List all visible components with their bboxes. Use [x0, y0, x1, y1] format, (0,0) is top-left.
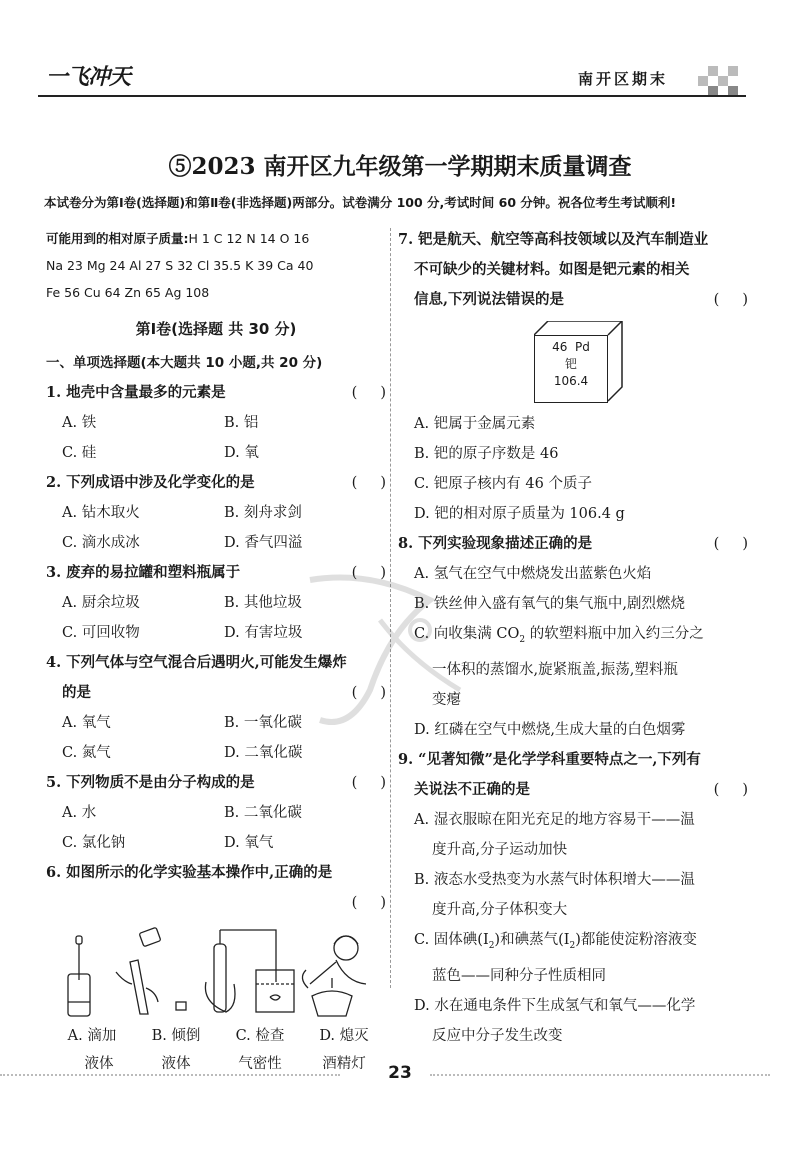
- lab-operations-drawing: [46, 922, 386, 1022]
- question-7-option-b: B. 钯的原子序数是 46: [414, 446, 559, 462]
- question-8-option-b: B. 铁丝伸入盛有氧气的集气瓶中,剧烈燃烧: [414, 596, 685, 612]
- atomic-masses-label: 可能用到的相对原子质量:: [46, 231, 189, 246]
- element-name: 钯: [564, 357, 577, 371]
- question-4: 4. 下列气体与空气混合后遇明火,可能发生爆炸: [46, 654, 347, 671]
- answer-blank: ( ): [713, 292, 748, 308]
- question-2: 2. 下列成语中涉及化学变化的是 ( ): [46, 468, 386, 498]
- question-3-options: A. 厨余垃圾 B. 其他垃圾 C. 可回收物 D. 有害垃圾: [62, 595, 303, 641]
- element-symbol: Pd: [575, 340, 590, 354]
- question-8-option-a: A. 氢气在空气中燃烧发出蓝紫色火焰: [414, 566, 652, 582]
- question-9: 9. “见著知微”是化学学科重要特点之一,下列有: [398, 750, 701, 768]
- atomic-mass: 106.4: [553, 374, 589, 388]
- question-1-options: A. 铁 B. 铝 C. 硅 D. 氧: [62, 415, 259, 461]
- header-rule: [38, 95, 746, 97]
- question-9-option-d: D. 水在通电条件下生成氢气和氧气——化学: [414, 997, 696, 1014]
- question-6: 6. 如图所示的化学实验基本操作中,正确的是: [46, 864, 333, 881]
- answer-blank: ( ): [351, 385, 386, 401]
- section-title: 第Ⅰ卷(选择题 共 30 分): [135, 320, 297, 338]
- answer-blank: ( ): [351, 475, 386, 491]
- question-8: 8. 下列实验现象描述正确的是 ( ): [398, 529, 748, 559]
- column-divider: [390, 228, 392, 988]
- brand-logo: 一飞冲天: [46, 65, 131, 90]
- part-title: 一、单项选择题(本大题共 10 小题,共 20 分): [46, 355, 323, 371]
- question-7: 7. 钯是航天、航空等高科技领域以及汽车制造业: [398, 231, 709, 248]
- alcohol-lamp-icon: [302, 936, 366, 1016]
- question-9-option-a: A. 湿衣服晾在阳光充足的地方容易干——温: [414, 811, 695, 828]
- answer-blank: ( ): [351, 565, 386, 581]
- dropper-icon: [68, 936, 90, 1016]
- palladium-element-box: [534, 321, 624, 403]
- question-6-blank: [46, 888, 386, 918]
- question-7-option-d: D. 钯的相对原子质量为 106.4 g: [414, 506, 625, 522]
- atomic-masses-line2: Na 23 Mg 24 Al 27 S 32 Cl 35.5 K 39 Ca 40: [46, 258, 314, 273]
- left-column: [46, 225, 386, 1078]
- question-7-option-c: C. 钯原子核内有 46 个质子: [414, 476, 592, 492]
- question-9-option-c: C. 固体碘$(I_2)$和碘蒸气$(I_2)$都能使淀粉溶液变: [414, 931, 697, 951]
- atomic-masses-line3: Fe 56 Cu 64 Zn 65 Ag 108: [46, 285, 210, 300]
- question-9-option-b: B. 液态水受热变为水蒸气时体积增大——温: [414, 871, 695, 888]
- pouring-icon: [116, 927, 186, 1014]
- answer-blank: ( ): [713, 536, 748, 552]
- question-4-cont: 的是 ( ): [46, 678, 386, 708]
- airtight-check-icon: [205, 930, 294, 1012]
- element-card: [534, 335, 608, 403]
- atomic-number: 46: [552, 340, 568, 354]
- question-5: 5. 下列物质不是由分子构成的是 ( ): [46, 768, 386, 798]
- question-6-captions: A. 滴加 B. 倾倒 C. 检查 D. 熄灭 液体 液体 气密性 酒精灯: [67, 1028, 369, 1072]
- question-1: 1. 地壳中含量最多的元素是 ( ): [46, 378, 386, 408]
- atomic-masses: [46, 225, 386, 306]
- page-number: 23: [388, 1063, 412, 1083]
- answer-blank: ( ): [351, 775, 386, 791]
- question-4-options: A. 氧气 B. 一氧化碳 C. 氮气 D. 二氧化碳: [62, 715, 303, 761]
- question-5-options: A. 水 B. 二氧化碳 C. 氯化钠 D. 氧气: [62, 805, 302, 851]
- exam-intro: 本试卷分为第Ⅰ卷(选择题)和第Ⅱ卷(非选择题)两部分。试卷满分 100 分,考试时间 60 分钟。祝各位考生考试顺利!: [44, 195, 677, 210]
- question-2-options: A. 钻木取火 B. 刻舟求剑 C. 滴水成冰 D. 香气四溢: [62, 505, 303, 551]
- question-8-option-c: C. 向收集满 $CO_2$ 的软塑料瓶中加入约三分之: [414, 626, 704, 645]
- lab-operations-figure: [46, 922, 386, 1022]
- question-7-option-a: A. 钯属于金属元素: [414, 416, 536, 432]
- exam-title: ⑤2023 南开区九年级第一学期期末质量调查: [168, 153, 632, 180]
- checker-decoration: [698, 66, 742, 96]
- question-3: 3. 废弃的易拉罐和塑料瓶属于 ( ): [46, 558, 386, 588]
- answer-blank: ( ): [351, 685, 386, 701]
- answer-blank: ( ): [351, 895, 386, 911]
- series-title: 南开区期末: [578, 70, 669, 88]
- answer-blank: ( ): [713, 781, 748, 798]
- atomic-masses-line1: H 1 C 12 N 14 O 16: [188, 231, 310, 246]
- page-header: [38, 58, 746, 100]
- right-column: 7. 钯是航天、航空等高科技领域以及汽车制造业 不可缺少的关键材料。如图是钯元素的相关 信息,下列说法错误的是 ( ) 46 Pd 钯 106.4 A. 钯属于金属元素 B. 钯的原子序数是 46 C. 钯原子核内有 46 个质子 D. 钯的相对原子质量为 106.4 g 8. 下列实验现象描述正确的是 ( ) A. 氢气在空气中燃烧发出蓝紫色火焰 B. 铁丝伸入盛有氧气的集气瓶中,剧烈燃烧 C. 向收集满 $CO_2$ 的软塑料瓶中加入约三分之 一体积的蒸馏水,旋紧瓶盖,振荡,塑料瓶 变瘪 D. 红磷在空气中燃烧,生成大量的白色烟雾 9. “见著知微”是化学学科重要特点之一,下列有 关说法不正确的是 ( ) A. 湿衣服晾在阳光充足的地方容易干——温 度升高,分子运动加快 B. 液态水受热变为水蒸气时体积增大——温 度升高,分子体积变大 C. 固体碘$(I_2)$和碘蒸气$(I_2)$都能使淀粉溶液变 蓝色——同种分子性质相同 D. 水在通电条件下生成氢气和氧气——化学 反应中分子发生改变: [398, 225, 748, 1051]
- question-8-option-d: D. 红磷在空气中燃烧,生成大量的白色烟雾: [414, 721, 686, 738]
